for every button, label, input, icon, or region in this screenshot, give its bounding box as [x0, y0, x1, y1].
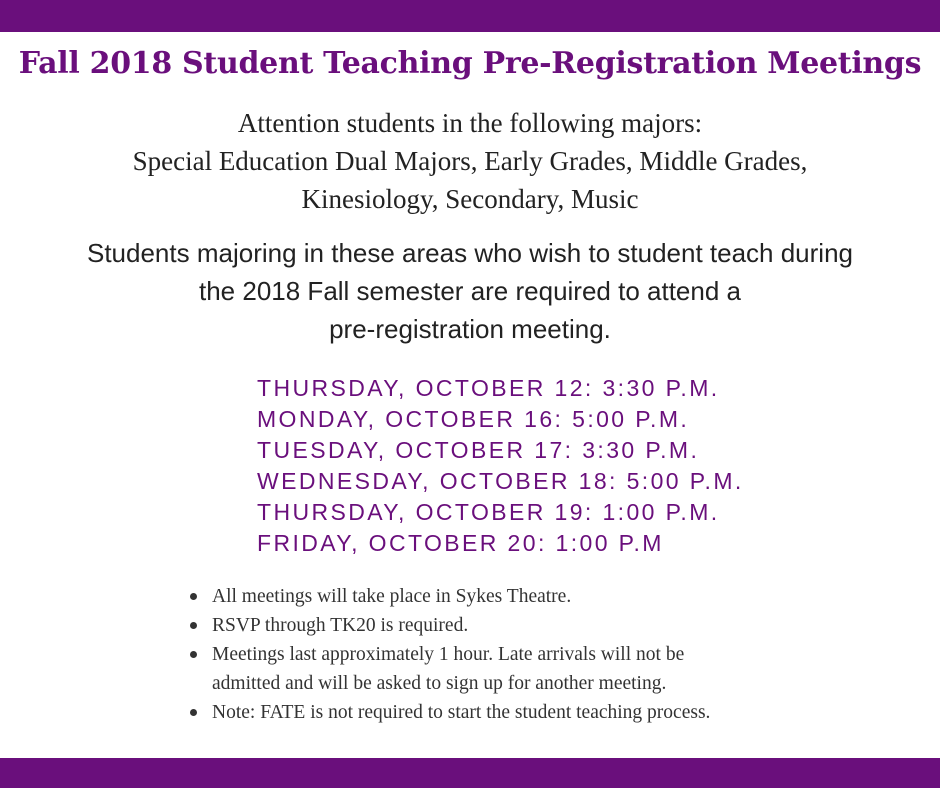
schedule-item: MONDAY, OCTOBER 16: 5:00 P.M.: [257, 406, 690, 432]
requirement-line: Students majoring in these areas who wish to student teach during: [86, 238, 853, 268]
note-item: [188, 611, 710, 640]
majors-intro: [0, 104, 940, 218]
note-text: Note: FATE is not required to start the student teaching process.: [212, 702, 711, 723]
bottom-banner-bar: [0, 758, 940, 788]
note-item: [188, 698, 710, 727]
notes-list: [188, 582, 710, 727]
intro-line: Special Education Dual Majors, Early Grades, Middle Grades,: [132, 146, 808, 176]
bullet-icon: [190, 709, 197, 716]
meeting-schedule: [257, 373, 744, 559]
intro-line: Attention students in the following majors:: [237, 108, 703, 138]
top-banner-bar: [0, 0, 940, 32]
note-item: [188, 640, 710, 698]
schedule-item: TUESDAY, OCTOBER 17: 3:30 P.M.: [257, 437, 700, 463]
schedule-item: THURSDAY, OCTOBER 19: 1:00 P.M.: [257, 499, 720, 525]
note-text: All meetings will take place in Sykes Theatre.: [212, 586, 572, 607]
schedule-item: THURSDAY, OCTOBER 12: 3:30 P.M.: [257, 375, 720, 401]
requirement-statement: [0, 234, 940, 348]
flyer-title: Fall 2018 Student Teaching Pre-Registration Meetings: [18, 46, 922, 81]
note-text: admitted and will be asked to sign up for another meeting.: [212, 673, 667, 694]
bullet-icon: [190, 593, 197, 600]
requirement-line: the 2018 Fall semester are required to attend a: [199, 276, 741, 306]
note-text: RSVP through TK20 is required.: [212, 615, 469, 636]
bullet-icon: [190, 622, 197, 629]
bullet-icon: [190, 651, 197, 658]
note-text: Meetings last approximately 1 hour. Late arrivals will not be: [212, 644, 685, 665]
note-item: [188, 582, 710, 611]
schedule-item: FRIDAY, OCTOBER 20: 1:00 P.M: [257, 530, 664, 556]
schedule-item: WEDNESDAY, OCTOBER 18: 5:00 P.M.: [257, 468, 744, 494]
intro-line: Kinesiology, Secondary, Music: [301, 184, 639, 214]
requirement-line: pre-registration meeting.: [329, 314, 611, 344]
